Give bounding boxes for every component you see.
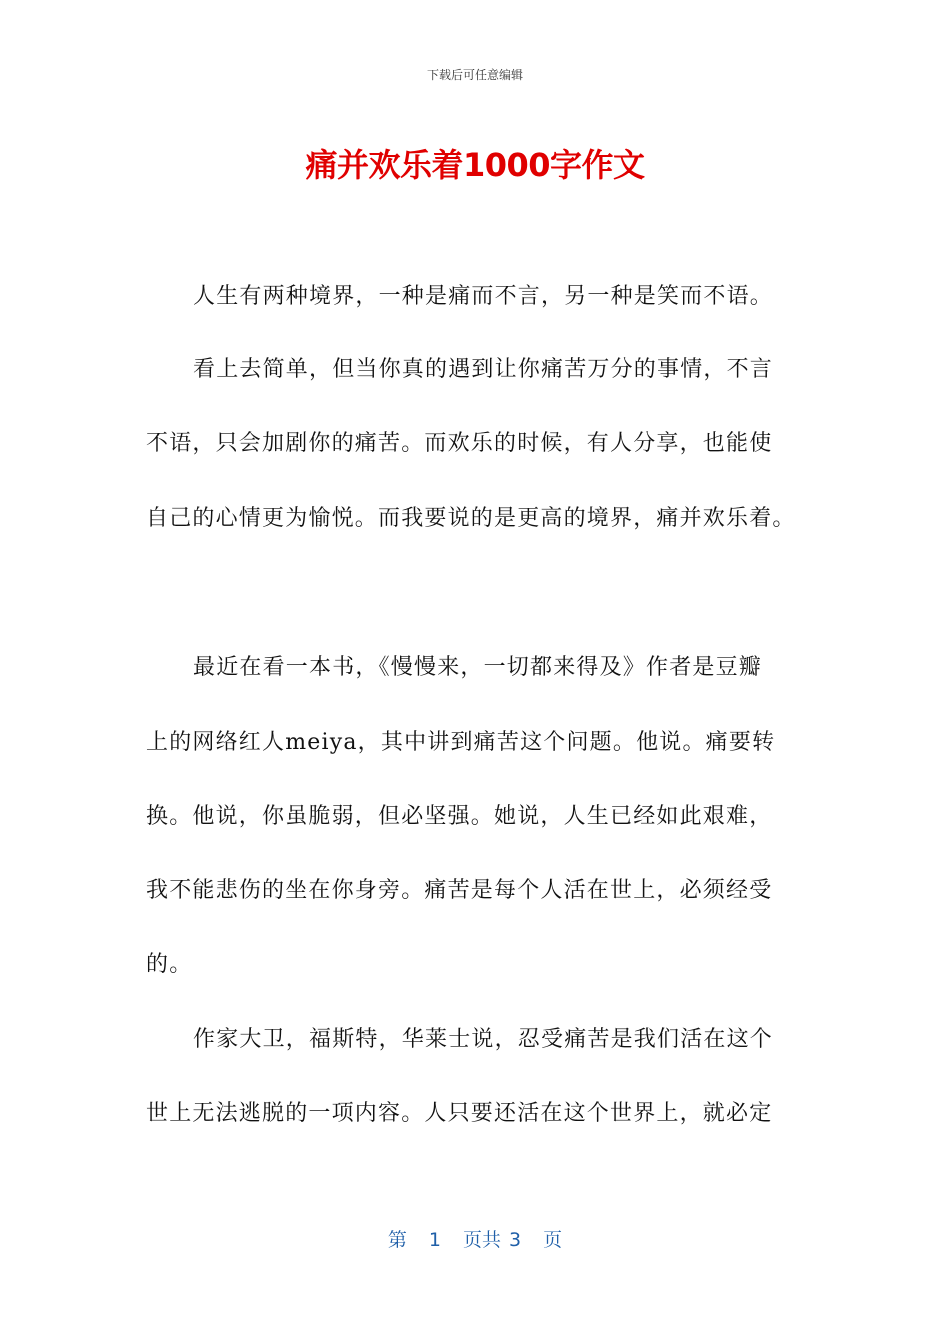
paragraph-line: 作家大卫，福斯特，华莱士说，忍受痛苦是我们活在这个 <box>193 1027 774 1052</box>
footer-total-pages: 3 <box>509 1229 522 1251</box>
page-footer <box>0 1225 950 1252</box>
paragraph-line: 最近在看一本书，《慢慢来，一切都来得及》作者是豆瓣 <box>193 655 763 680</box>
document-title: 痛并欢乐着1000字作文 <box>305 146 645 184</box>
header-note: 下载后可任意编辑 <box>426 68 523 82</box>
paragraph-line: 我不能悲伤的坐在你身旁。痛苦是每个人活在世上，必须经受 <box>146 878 773 903</box>
footer-ye-gong: 页共 <box>462 1229 501 1251</box>
paragraph-line: 世上无法逃脱的一项内容。人只要还活在这个世界上，就必定 <box>146 1101 773 1126</box>
paragraph-line: 不语，只会加剧你的痛苦。而欢乐的时候，有人分享，也能使 <box>146 431 773 456</box>
paragraph-line: 换。他说，你虽脆弱，但必坚强。她说，人生已经如此艰难， <box>146 804 773 829</box>
paragraph-line: 上的网络红人meiya，其中讲到痛苦这个问题。他说。痛要转 <box>146 730 776 755</box>
footer-di: 第 <box>387 1229 407 1251</box>
paragraph-line: 人生有两种境界，一种是痛而不言，另一种是笑而不语。 <box>193 284 774 309</box>
footer-page-number: 1 <box>428 1229 441 1251</box>
paragraph-line: 自己的心情更为愉悦。而我要说的是更高的境界，痛并欢乐着。 <box>146 506 796 531</box>
footer-ye: 页 <box>543 1229 563 1251</box>
paragraph-line: 的。 <box>146 952 193 977</box>
paragraph-line: 看上去简单，但当你真的遇到让你痛苦万分的事情，不言 <box>193 357 774 382</box>
